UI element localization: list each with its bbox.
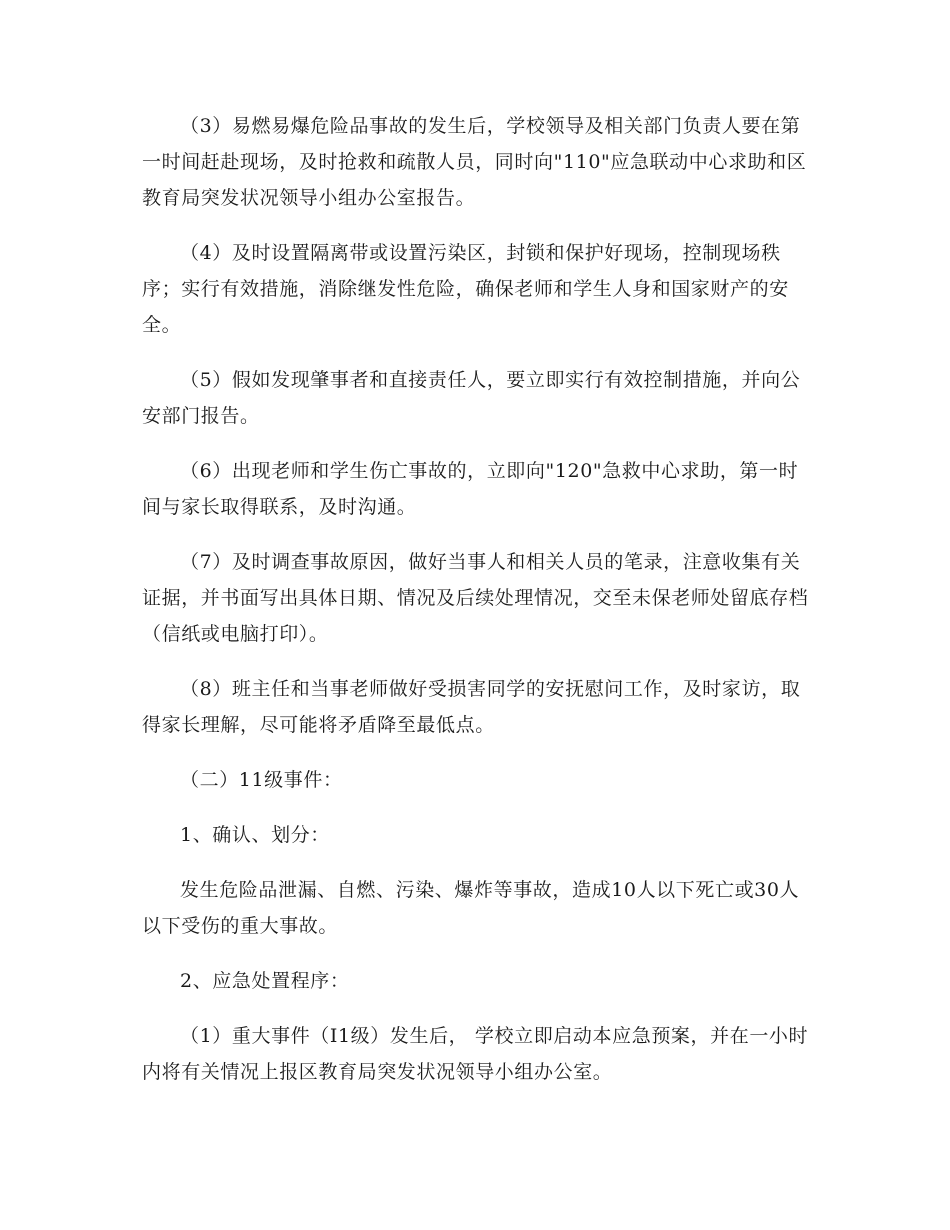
paragraph-item-8-comfort: （8）班主任和当事老师做好受损害同学的安抚慰问工作，及时家访，取得家长理解，尽可能将矛盾降至最低点。: [142, 678, 801, 736]
paragraph-item-3-hazard-response: （3）易燃易爆危险品事故的发生后，学校领导及相关部门负责人要在第一时间赶赴现场，及时抢救和疏散人员，同时向"110"应急联动中心求助和区教育局突发状况领导小组办公室报告。: [142, 115, 807, 209]
paragraph-procedure-item-1: （1）重大事件（I1级）发生后， 学校立即启动本应急预案，并在一小时内将有关情况上报区教育局突发状况领导小组办公室。: [142, 1025, 809, 1083]
subheading-emergency-procedure: 2、应急处置程序：: [180, 970, 350, 992]
paragraph-item-4-isolation: （4）及时设置隔离带或设置污染区，封锁和保护好现场，控制现场秩序；实行有效措施，消除继发性危险，确保老师和学生人身和国家财产的安全。: [142, 242, 789, 336]
paragraph-item-6-casualties: （6）出现老师和学生伤亡事故的，立即向"120"急救中心求助，第一时间与家长取得联系，及时沟通。: [142, 460, 799, 518]
paragraph-item-7-investigation: （7）及时调查事故原因，做好当事人和相关人员的笔录，注意收集有关证据，并书面写出具体日期、情况及后续处理情况，交至未保老师处留底存档（信纸或电脑打印）。: [142, 551, 809, 645]
paragraph-item-5-responsible-party: （5）假如发现肇事者和直接责任人，要立即实行有效控制措施，并向公安部门报告。: [142, 369, 801, 427]
paragraph-classification-detail: 发生危险品泄漏、自燃、污染、爆炸等事故，造成10人以下死亡或30人以下受伤的重大事故。: [142, 879, 800, 937]
document-body: [142, 108, 810, 1090]
section-heading-level-ii: （二）11级事件：: [180, 769, 343, 791]
subheading-classification: 1、确认、划分：: [180, 824, 330, 846]
